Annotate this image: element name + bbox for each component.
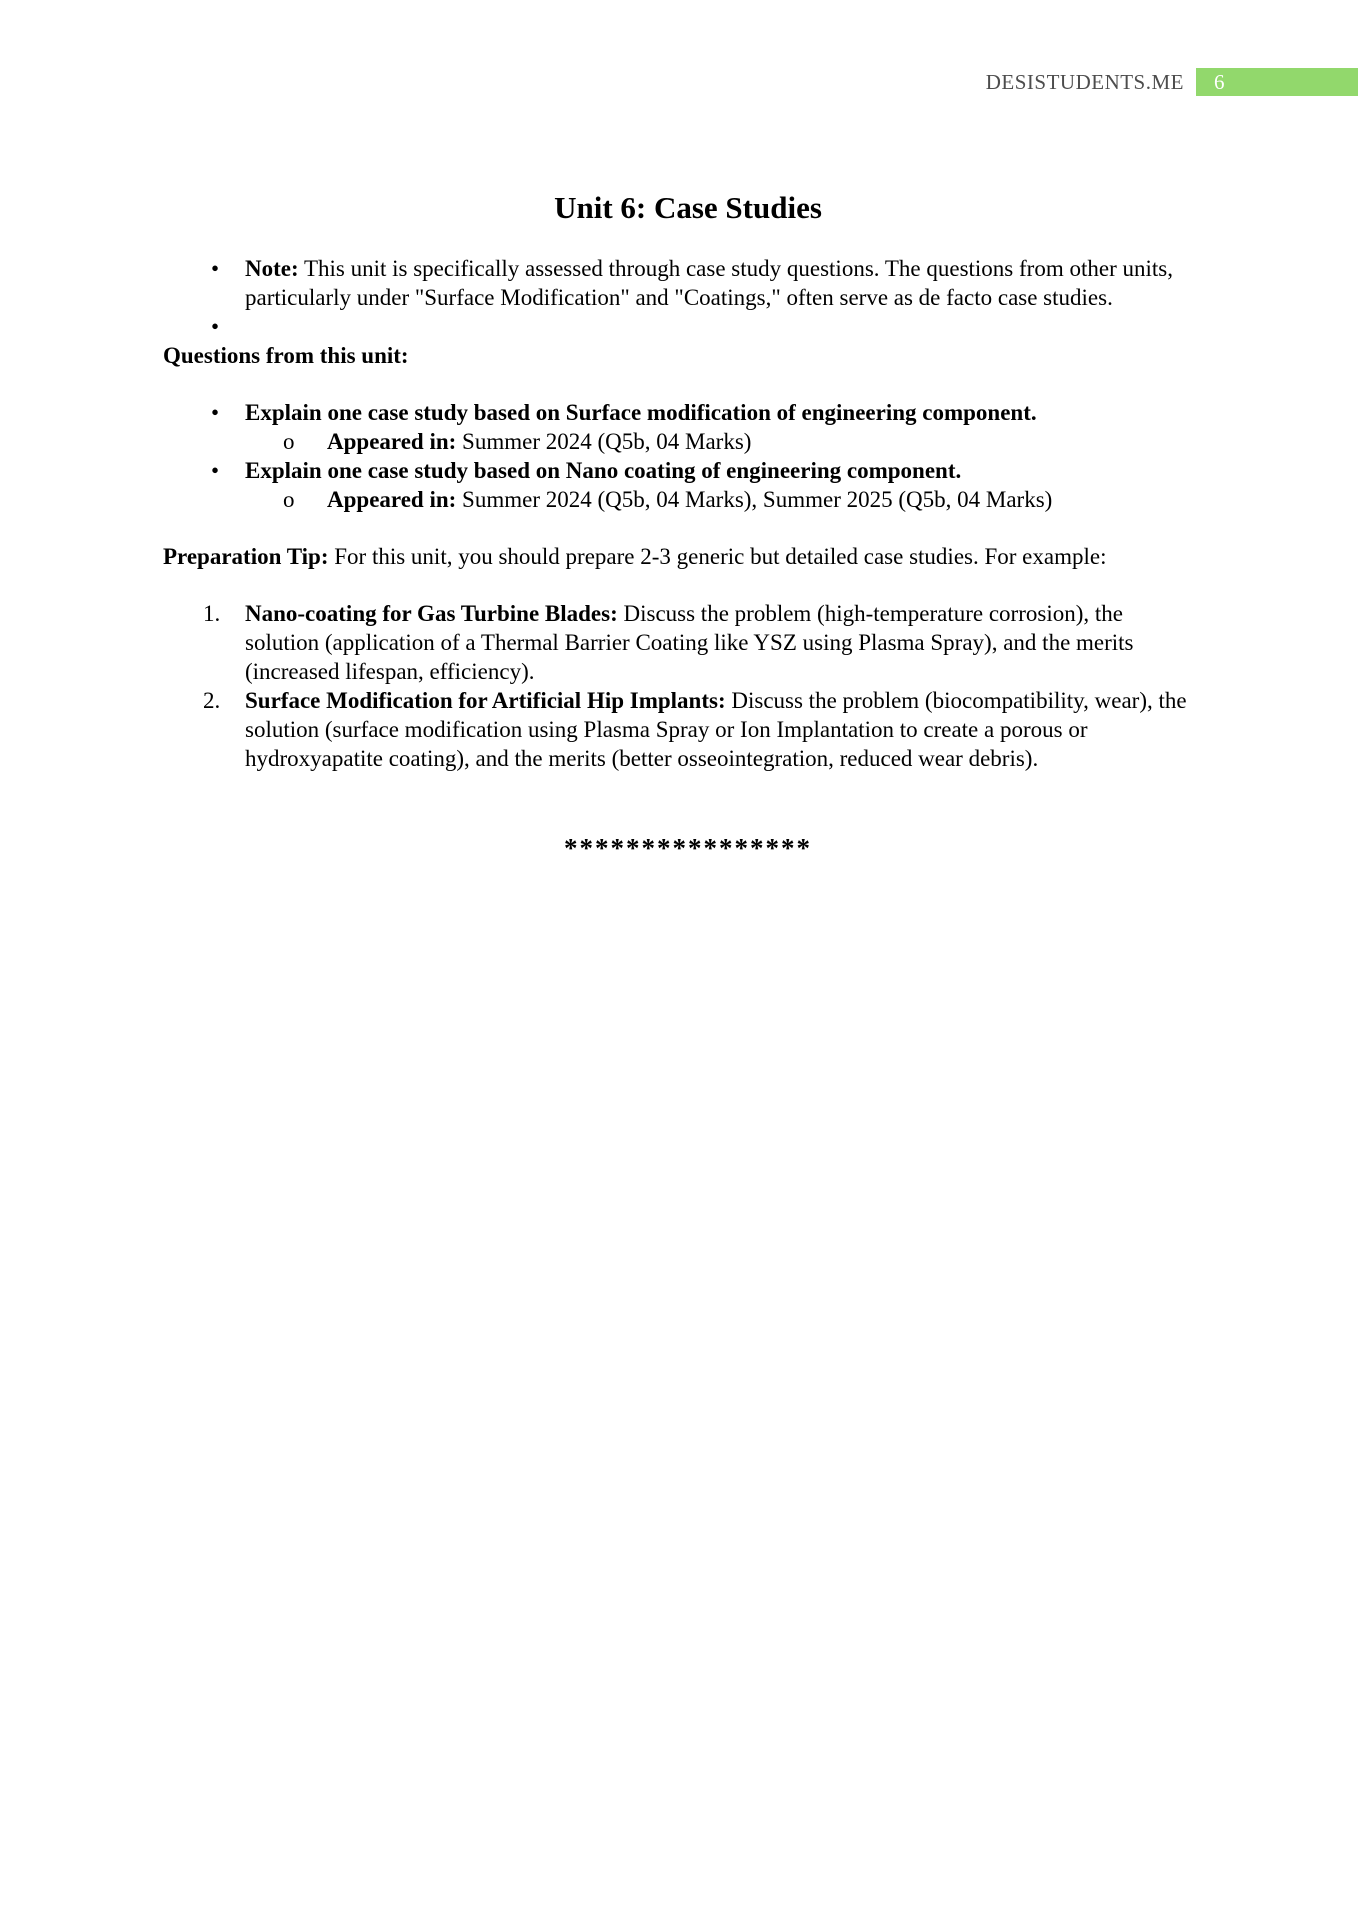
bullet-icon: • xyxy=(210,256,220,281)
appeared-label: Appeared in: xyxy=(327,429,457,454)
example-item xyxy=(163,686,1193,773)
example-title: Surface Modification for Artificial Hip Implants: xyxy=(245,688,726,713)
example-number: 1. xyxy=(203,601,221,626)
site-brand: DESISTUDENTS.ME xyxy=(985,69,1184,94)
examples-list xyxy=(163,599,1193,773)
document-body xyxy=(163,190,1193,864)
tip-label: Preparation Tip: xyxy=(163,544,329,569)
page-header xyxy=(986,68,1358,96)
sub-bullet-icon: o xyxy=(283,429,295,454)
bullet-icon: • xyxy=(210,400,220,425)
note-label: Note: xyxy=(245,256,299,281)
bullet-icon: • xyxy=(210,458,220,483)
note-text: This unit is specifically assessed through case study questions. The questions from other units, particularly under "Surface Modification" and "Coatings," often serve as de facto case studies. xyxy=(245,256,1173,310)
appeared-item xyxy=(163,485,1193,514)
question-item xyxy=(163,456,1193,485)
appeared-item xyxy=(163,427,1193,456)
appeared-text: Summer 2024 (Q5b, 04 Marks), Summer 2025 (Q5b, 04 Marks) xyxy=(456,487,1053,512)
bullet-icon: • xyxy=(210,314,220,339)
preparation-tip xyxy=(163,542,1193,571)
appeared-label: Appeared in: xyxy=(327,487,457,512)
page-title: Unit 6: Case Studies xyxy=(554,190,822,225)
appeared-text: Summer 2024 (Q5b, 04 Marks) xyxy=(456,429,752,454)
question-item xyxy=(163,398,1193,427)
empty-bullet-item xyxy=(163,312,1193,341)
questions-heading: Questions from this unit: xyxy=(163,343,409,368)
question-text: Explain one case study based on Nano coating of engineering component. xyxy=(245,458,962,483)
questions-list xyxy=(163,398,1193,514)
example-title: Nano-coating for Gas Turbine Blades: xyxy=(245,601,618,626)
note-item xyxy=(163,254,1193,312)
example-number: 2. xyxy=(203,688,221,713)
question-text: Explain one case study based on Surface modification of engineering component. xyxy=(245,400,1037,425)
sub-bullet-icon: o xyxy=(283,487,295,512)
example-text: Discuss the problem (high-temperature corrosion), the solution (application of a Thermal Barrier Coating like YSZ using Plasma Spray), and the merits (increased lifespan, efficiency). xyxy=(245,601,1134,684)
note-list xyxy=(163,254,1193,341)
section-separator: **************** xyxy=(564,833,812,863)
tip-text: For this unit, you should prepare 2-3 generic but detailed case studies. For example: xyxy=(328,544,1107,569)
example-text: Discuss the problem (biocompatibility, wear), the solution (surface modification using Plasma Spray or Ion Implantation to create a porous or hydroxyapatite coating), and the merits (better osseointegration, reduced wear debris). xyxy=(245,688,1187,771)
example-item xyxy=(163,599,1193,686)
page-number: 6 xyxy=(1196,68,1358,96)
